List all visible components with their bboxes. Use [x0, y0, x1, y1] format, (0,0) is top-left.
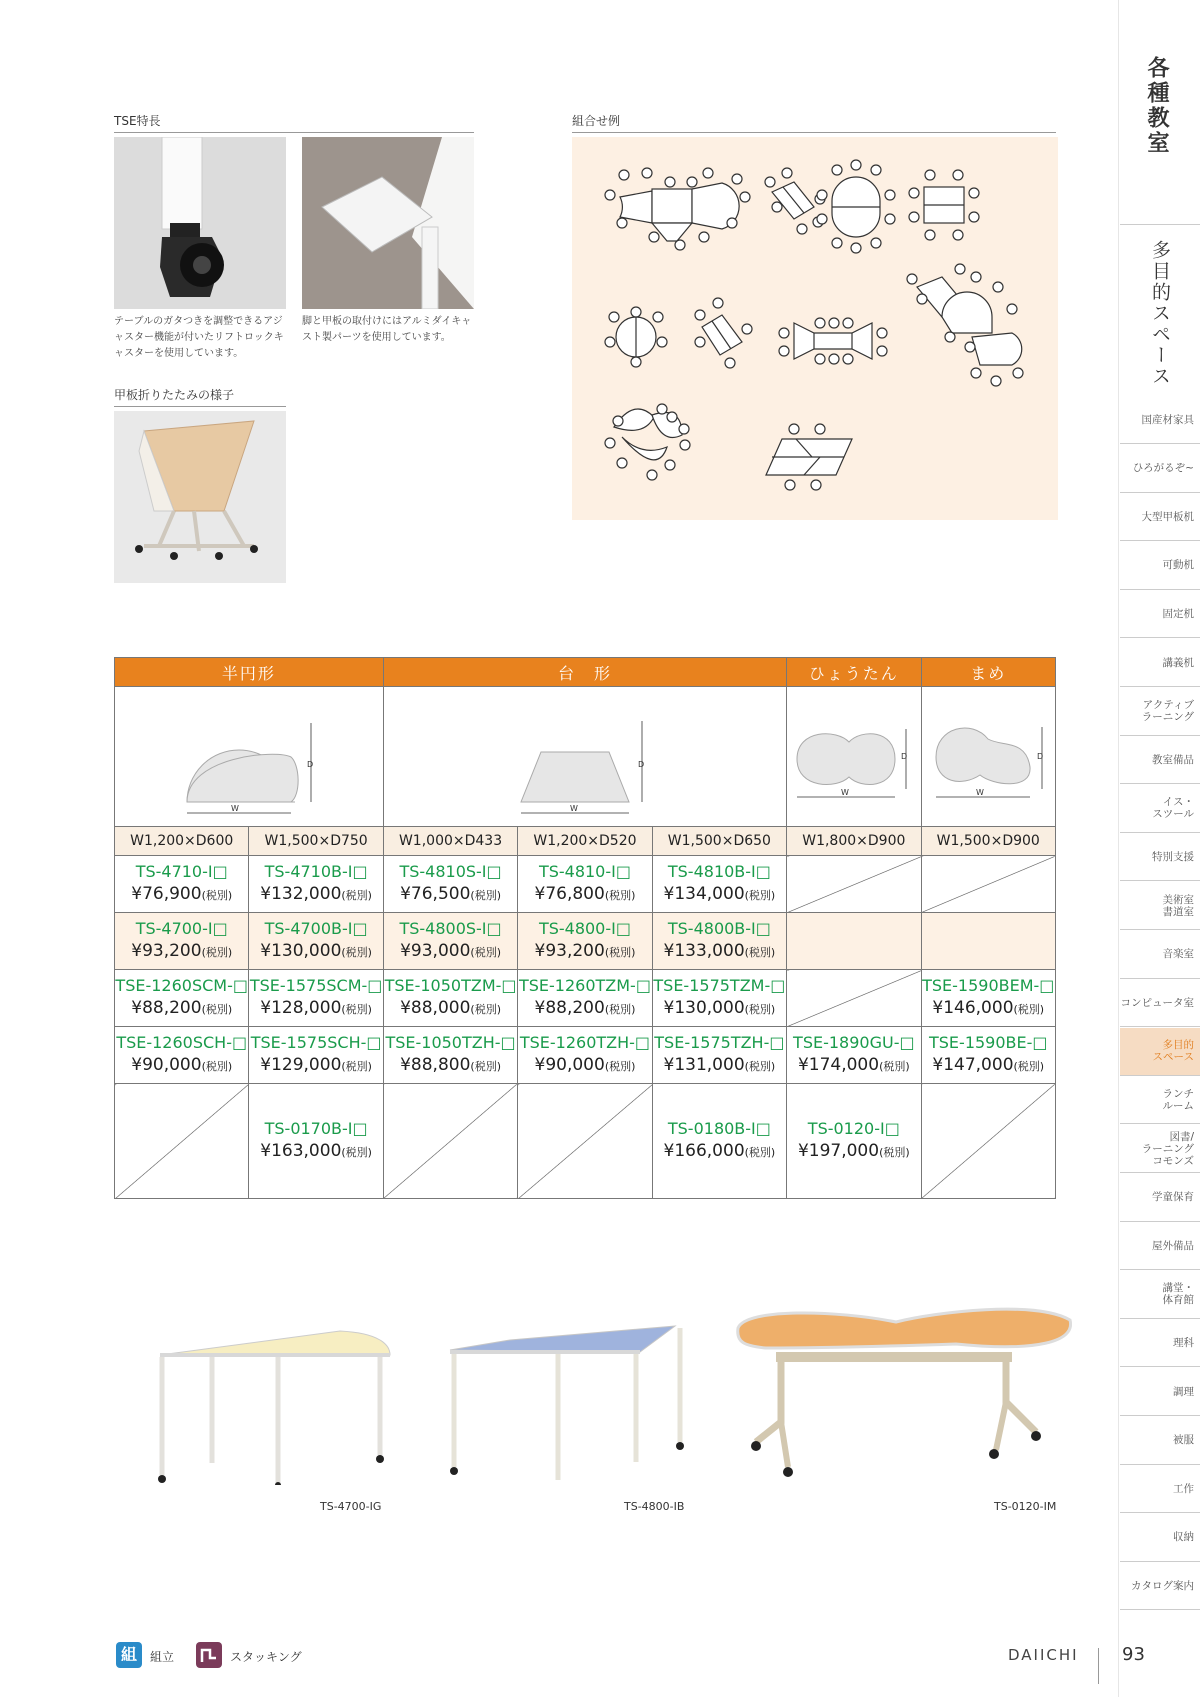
- empty-cell: [921, 913, 1055, 970]
- dim-d-label: D: [901, 752, 908, 761]
- dim-w-label: W: [570, 804, 578, 813]
- footer-divider: [1098, 1648, 1099, 1684]
- product-cell: [518, 856, 652, 913]
- product-gourd-image: [736, 1302, 1072, 1492]
- size-cell: W1,200×D520: [518, 827, 652, 856]
- product-code: TS-4800S-I□: [399, 919, 502, 938]
- product-cell: [518, 913, 652, 970]
- bean-shape-cell: [921, 687, 1055, 827]
- side-item[interactable]: 講義机: [1120, 639, 1200, 687]
- page-number: 93: [1122, 1644, 1145, 1665]
- price-value: ¥93,200: [131, 941, 202, 961]
- product-price: [384, 883, 517, 907]
- product-code: TS-4710-I□: [135, 862, 228, 881]
- price-value: ¥134,000: [663, 884, 745, 904]
- table-row: [115, 856, 1056, 913]
- product-price: [787, 1054, 920, 1078]
- product-price: [384, 940, 517, 964]
- price-value: ¥88,000: [400, 998, 471, 1018]
- empty-cell: [787, 913, 921, 970]
- tax-label: (税別): [604, 889, 636, 902]
- side-item[interactable]: ランチ ルーム: [1120, 1076, 1200, 1124]
- product-price: [653, 1054, 786, 1078]
- product-code: TS-4800B-I□: [667, 919, 771, 938]
- side-item[interactable]: 可動机: [1120, 542, 1200, 590]
- product-price: [922, 1054, 1055, 1078]
- product-trapezoid-image: [440, 1322, 690, 1482]
- product-cell: [249, 856, 383, 913]
- product-code: TS-4710B-I□: [264, 862, 368, 881]
- empty-cell: [787, 856, 921, 913]
- size-cell: W1,200×D600: [115, 827, 249, 856]
- tax-label: (税別): [604, 946, 636, 959]
- tax-label: (税別): [470, 1060, 501, 1073]
- price-value: ¥76,900: [131, 884, 202, 904]
- side-item[interactable]: 学童保育: [1120, 1174, 1200, 1222]
- side-item[interactable]: 特別支援: [1120, 833, 1200, 881]
- price-body: [115, 856, 1056, 1199]
- product-price: [787, 1140, 920, 1164]
- price-value: ¥93,200: [534, 941, 605, 961]
- product-cell: [383, 913, 517, 970]
- product-code: TS-4700-I□: [135, 919, 228, 938]
- price-value: ¥130,000: [663, 998, 745, 1018]
- product-cell: [115, 856, 249, 913]
- tax-label: (税別): [604, 1060, 636, 1073]
- product-code: TS-4700B-I□: [264, 919, 368, 938]
- product-code: TSE-1590BEM-□: [922, 976, 1055, 995]
- combo-title: 組合せ例: [572, 112, 1056, 133]
- price-value: ¥133,000: [663, 941, 745, 961]
- empty-cell: [787, 970, 921, 1027]
- price-value: ¥132,000: [260, 884, 342, 904]
- fold-title: 甲板折りたたみの様子: [114, 386, 286, 407]
- side-item[interactable]: 教室備品: [1120, 736, 1200, 784]
- price-value: ¥147,000: [932, 1055, 1014, 1075]
- tax-label: (税別): [341, 1060, 372, 1073]
- diecast-photo: [302, 137, 474, 309]
- stacking-icon: [196, 1642, 222, 1668]
- tax-label: (税別): [604, 1003, 636, 1016]
- section-title: 多目的スペース: [1149, 240, 1171, 387]
- gourd-shape-cell: [787, 687, 921, 827]
- side-item[interactable]: 調理: [1120, 1368, 1200, 1416]
- table-row: [115, 970, 1056, 1027]
- tax-label: (税別): [744, 1060, 776, 1073]
- tax-label: (税別): [201, 889, 233, 902]
- size-cell: W1,800×D900: [787, 827, 921, 856]
- empty-cell: [115, 1084, 249, 1199]
- product-code: TSE-1890GU-□: [793, 1033, 915, 1052]
- tax-label: (税別): [470, 1003, 501, 1016]
- tax-label: (税別): [201, 1003, 233, 1016]
- product-cell: [652, 1084, 786, 1199]
- product-code: TSE-1260SCM-□: [115, 976, 248, 995]
- empty-cell: [383, 1084, 517, 1199]
- header-gourd: ひょうたん: [787, 658, 921, 687]
- product-price: [653, 940, 786, 964]
- product-price: [518, 883, 651, 907]
- tax-label: (税別): [744, 946, 776, 959]
- product-price: [249, 997, 382, 1021]
- header-trapezoid: 台 形: [383, 658, 786, 687]
- size-cell: W1,500×D650: [652, 827, 786, 856]
- product-gourd-caption: TS-0120-IM: [994, 1500, 1057, 1513]
- caster-caption: テーブルのガタつきを調整できるアジャスター機能が付いたリフトロックキャスターを使用しています。: [114, 316, 284, 359]
- product-code: TS-4810S-I□: [399, 862, 502, 881]
- product-cell: [115, 1027, 249, 1084]
- dim-w-label: W: [231, 804, 239, 813]
- tax-label: (税別): [341, 889, 372, 902]
- dim-w-label: W: [975, 788, 984, 797]
- product-cell: [249, 970, 383, 1027]
- side-item[interactable]: アクティブ ラーニング: [1120, 688, 1200, 736]
- product-cell: [383, 1027, 517, 1084]
- fold-photo: [114, 411, 286, 583]
- caster-photo: [114, 137, 286, 309]
- product-price: [115, 883, 248, 907]
- product-code: TSE-1575SCH-□: [250, 1033, 382, 1052]
- product-code: TSE-1575SCM-□: [249, 976, 383, 995]
- side-item[interactable]: コンピュータ室: [1120, 979, 1200, 1027]
- product-code: TS-0170B-I□: [264, 1119, 368, 1138]
- tax-label: (税別): [201, 946, 233, 959]
- product-semicircle-image: [150, 1325, 400, 1485]
- product-cell: [652, 1027, 786, 1084]
- price-value: ¥130,000: [260, 941, 342, 961]
- price-value: ¥163,000: [260, 1141, 342, 1161]
- price-value: ¥131,000: [663, 1055, 745, 1075]
- product-cell: [921, 970, 1055, 1027]
- side-item[interactable]: 図書/ ラーニング コモンズ: [1120, 1125, 1200, 1173]
- tax-label: (税別): [1013, 1003, 1045, 1016]
- product-cell: [921, 1027, 1055, 1084]
- product-price: [249, 940, 382, 964]
- tax-label: (税別): [879, 1146, 910, 1159]
- price-value: ¥88,200: [131, 998, 202, 1018]
- price-value: ¥76,800: [534, 884, 605, 904]
- dim-w-label: W: [841, 788, 850, 797]
- trapezoid-shape-cell: [383, 687, 786, 827]
- price-value: ¥166,000: [663, 1141, 745, 1161]
- side-item[interactable]: 屋外備品: [1120, 1222, 1200, 1270]
- tax-label: (税別): [201, 1060, 233, 1073]
- product-code: TS-0180B-I□: [667, 1119, 771, 1138]
- trapezoid-diagram: [384, 687, 786, 822]
- product-code: TSE-1260SCH-□: [116, 1033, 248, 1052]
- side-item[interactable]: 音楽室: [1120, 931, 1200, 979]
- product-cell: [652, 970, 786, 1027]
- tax-label: (税別): [744, 1003, 776, 1016]
- tax-label: (税別): [341, 1146, 372, 1159]
- product-price: [518, 1054, 651, 1078]
- price-value: ¥129,000: [260, 1055, 342, 1075]
- semicircle-diagram: [115, 687, 383, 822]
- product-code: TSE-1260TZH-□: [519, 1033, 651, 1052]
- product-price: [653, 883, 786, 907]
- product-code: TSE-1260TZM-□: [518, 976, 651, 995]
- side-item[interactable]: ひろがるぞ~: [1120, 445, 1200, 493]
- product-code: TSE-1590BE-□: [929, 1033, 1048, 1052]
- product-price: [922, 997, 1055, 1021]
- product-price: [518, 940, 651, 964]
- product-code: TS-4810-I□: [538, 862, 631, 881]
- product-price: [115, 1054, 248, 1078]
- product-code: TS-4800-I□: [538, 919, 631, 938]
- brand-name: DAIICHI: [1008, 1646, 1079, 1664]
- side-item[interactable]: 収納: [1120, 1514, 1200, 1562]
- side-item[interactable]: 多目的 スペース: [1120, 1028, 1200, 1076]
- table-row: [115, 1027, 1056, 1084]
- features-title: TSE特長: [114, 112, 474, 133]
- product-price: [653, 997, 786, 1021]
- product-cell: [787, 1027, 921, 1084]
- header-bean: まめ: [921, 658, 1055, 687]
- semicircle-shape-cell: [115, 687, 384, 827]
- table-row: [115, 1084, 1056, 1199]
- table-row: [115, 913, 1056, 970]
- side-item[interactable]: 大型甲板机: [1120, 493, 1200, 541]
- size-cell: W1,000×D433: [383, 827, 517, 856]
- product-code: TSE-1575TZH-□: [654, 1033, 785, 1052]
- dim-d-label: D: [637, 760, 645, 769]
- product-price: [249, 883, 382, 907]
- side-item[interactable]: カタログ案内: [1120, 1562, 1200, 1610]
- product-cell: [518, 1027, 652, 1084]
- side-item[interactable]: 被服: [1120, 1417, 1200, 1465]
- price-value: ¥90,000: [131, 1055, 202, 1075]
- tax-label: (税別): [1013, 1060, 1045, 1073]
- product-cell: [115, 913, 249, 970]
- price-value: ¥93,000: [400, 941, 471, 961]
- product-code: TSE-1575TZM-□: [653, 976, 786, 995]
- diecast-caption: 脚と甲板の取付けにはアルミダイキャスト製パーツを使用しています。: [302, 316, 472, 343]
- empty-cell: [921, 856, 1055, 913]
- product-cell: [518, 970, 652, 1027]
- empty-cell: [921, 1084, 1055, 1199]
- side-item[interactable]: 講堂・ 体育館: [1120, 1271, 1200, 1319]
- product-cell: [383, 970, 517, 1027]
- product-code: TSE-1050TZH-□: [385, 1033, 516, 1052]
- tax-label: (税別): [341, 1003, 372, 1016]
- product-price: [518, 997, 651, 1021]
- header-semicircle: 半円形: [115, 658, 384, 687]
- product-price: [384, 997, 517, 1021]
- product-price: [115, 940, 248, 964]
- product-cell: [787, 1084, 921, 1199]
- price-table: [114, 657, 1056, 1199]
- product-cell: [383, 856, 517, 913]
- product-price: [384, 1054, 517, 1078]
- product-code: TS-0120-I□: [807, 1119, 900, 1138]
- price-value: ¥197,000: [797, 1141, 880, 1161]
- assemble-icon: 組: [116, 1642, 142, 1668]
- product-cell: [652, 856, 786, 913]
- side-item[interactable]: 国産材家具: [1120, 396, 1200, 444]
- tax-label: (税別): [470, 946, 501, 959]
- price-value: ¥76,500: [400, 884, 471, 904]
- empty-cell: [518, 1084, 652, 1199]
- tax-label: (税別): [470, 889, 501, 902]
- product-cell: [652, 913, 786, 970]
- product-code: TSE-1050TZM-□: [384, 976, 517, 995]
- product-cell: [249, 1027, 383, 1084]
- side-divider: [1120, 224, 1200, 225]
- dim-d-label: D: [1036, 752, 1043, 761]
- bean-diagram: [922, 687, 1056, 822]
- product-price: [249, 1054, 382, 1078]
- side-item[interactable]: 工作: [1120, 1465, 1200, 1513]
- product-cell: [249, 913, 383, 970]
- tax-label: (税別): [341, 946, 372, 959]
- assemble-label: 組立: [150, 1650, 175, 1664]
- stacking-label: スタッキング: [230, 1650, 302, 1664]
- tax-label: (税別): [879, 1060, 910, 1073]
- product-price: [249, 1140, 382, 1164]
- size-cell: W1,500×D750: [249, 827, 383, 856]
- price-value: ¥90,000: [534, 1055, 605, 1075]
- product-cell: [249, 1084, 383, 1199]
- price-value: ¥88,800: [400, 1055, 471, 1075]
- product-semicircle-caption: TS-4700-IG: [320, 1500, 382, 1513]
- side-item[interactable]: 理科: [1120, 1319, 1200, 1367]
- tax-label: (税別): [744, 1146, 776, 1159]
- size-cell: W1,500×D900: [921, 827, 1055, 856]
- product-price: [653, 1140, 786, 1164]
- tax-label: (税別): [744, 889, 776, 902]
- gourd-diagram: [787, 687, 921, 822]
- product-price: [115, 997, 248, 1021]
- price-value: ¥146,000: [932, 998, 1014, 1018]
- price-value: ¥174,000: [797, 1055, 880, 1075]
- side-item[interactable]: イス・ スツール: [1120, 785, 1200, 833]
- price-value: ¥128,000: [260, 998, 342, 1018]
- size-row: [115, 827, 1056, 856]
- side-item[interactable]: 固定机: [1120, 590, 1200, 638]
- product-trapezoid-caption: TS-4800-IB: [624, 1500, 685, 1513]
- combo-row1-a: [620, 183, 739, 241]
- price-value: ¥88,200: [534, 998, 605, 1018]
- combo-diagram: [572, 137, 1058, 520]
- side-item[interactable]: 美術室 書道室: [1120, 882, 1200, 930]
- category-title: 各種教室: [1144, 56, 1169, 156]
- dim-d-label: D: [307, 760, 314, 769]
- product-code: TS-4810B-I□: [667, 862, 771, 881]
- product-cell: [115, 970, 249, 1027]
